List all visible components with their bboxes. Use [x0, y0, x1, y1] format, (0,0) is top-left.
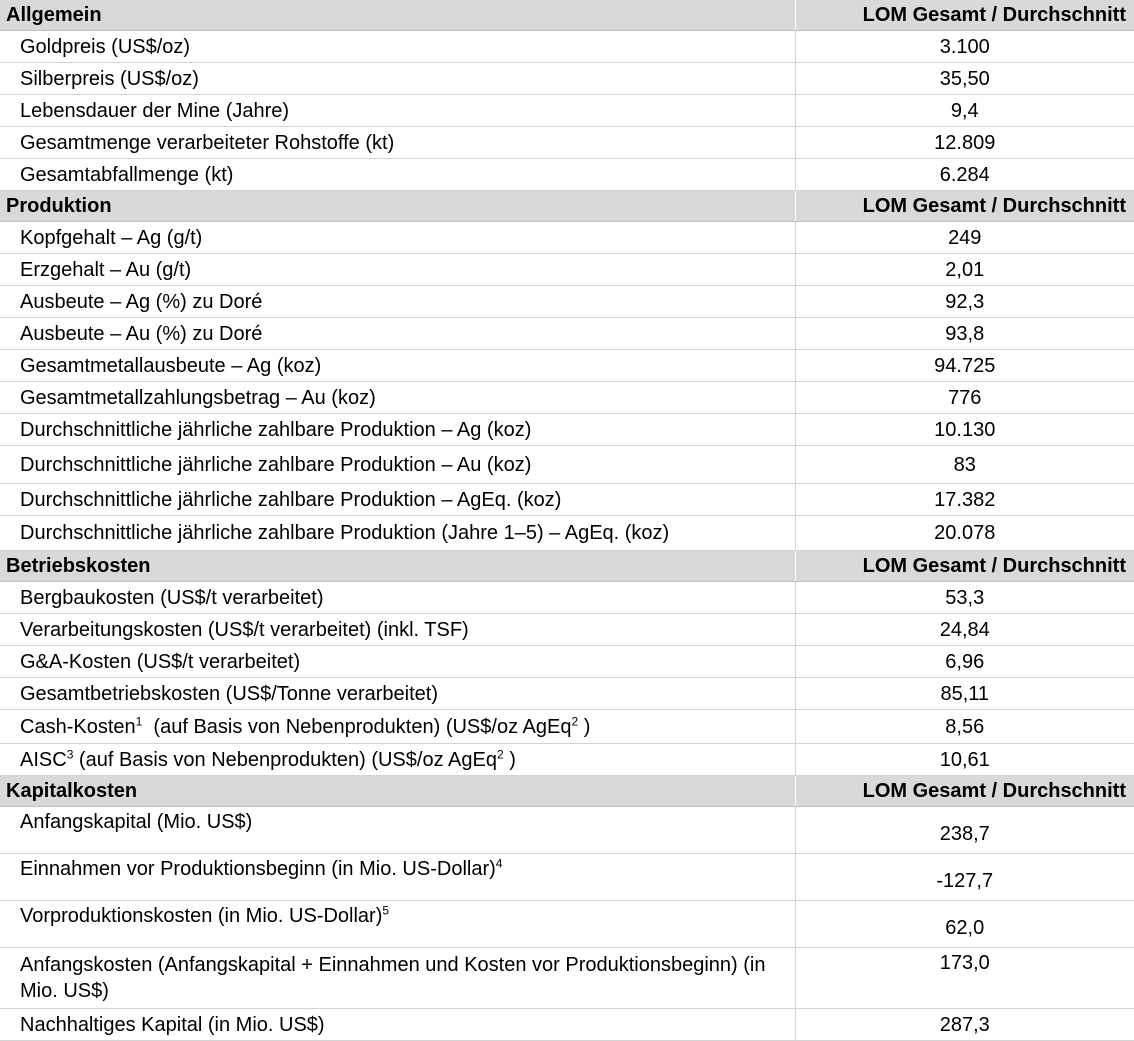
column-header: LOM Gesamt / Durchschnitt	[795, 551, 1134, 582]
row-label: Goldpreis (US$/oz)	[0, 31, 795, 63]
row-value: 6.284	[795, 159, 1134, 191]
table-row	[0, 948, 1134, 1009]
footnote-4: 4	[495, 856, 503, 871]
section-title: Betriebskosten	[0, 551, 795, 582]
row-value: 93,8	[795, 318, 1134, 350]
table-row	[0, 414, 1134, 446]
table-row	[0, 807, 1134, 854]
row-label: Verarbeitungskosten (US$/t verarbeitet) (inkl. TSF)	[0, 614, 795, 646]
aisc-label: AISC	[20, 748, 67, 771]
table-row	[0, 516, 1134, 551]
row-value: 10.130	[795, 414, 1134, 446]
table-row	[0, 446, 1134, 484]
table-row	[0, 350, 1134, 382]
cash-costs-label: Cash-Kosten	[20, 715, 136, 738]
table-row	[0, 31, 1134, 63]
cash-costs-label-rest: (auf Basis von Nebenprodukten) (US$/oz AgEq	[142, 715, 572, 738]
table-row	[0, 1009, 1134, 1041]
row-value: 238,7	[795, 807, 1134, 854]
pre-production-revenue-label: Einnahmen vor Produktionsbeginn (in Mio. US-Dollar)	[20, 858, 496, 880]
footnote-2: 2	[496, 746, 504, 761]
row-value: 249	[795, 222, 1134, 254]
row-label: Ausbeute – Au (%) zu Doré	[0, 318, 795, 350]
row-label: Durchschnittliche jährliche zahlbare Produktion – Au (koz)	[0, 446, 795, 484]
table-row	[0, 382, 1134, 414]
row-label: Gesamtabfallmenge (kt)	[0, 159, 795, 191]
row-value: -127,7	[795, 854, 1134, 901]
aisc-label-rest: (auf Basis von Nebenprodukten) (US$/oz AgEq	[73, 748, 497, 771]
row-label: Anfangskapital (Mio. US$)	[0, 807, 795, 854]
cash-costs-label-end: )	[578, 715, 591, 738]
row-label: Erzgehalt – Au (g/t)	[0, 254, 795, 286]
table-row	[0, 286, 1134, 318]
row-label: Anfangskosten (Anfangskapital + Einnahmen und Kosten vor Produktionsbeginn) (in Mio. US$)	[0, 948, 795, 1009]
row-label: Ausbeute – Ag (%) zu Doré	[0, 286, 795, 318]
row-label: Silberpreis (US$/oz)	[0, 63, 795, 95]
row-value: 8,56	[795, 710, 1134, 744]
column-header: LOM Gesamt / Durchschnitt	[795, 776, 1134, 807]
table-row	[0, 159, 1134, 191]
row-label: Gesamtmetallausbeute – Ag (koz)	[0, 350, 795, 382]
row-label	[0, 854, 795, 901]
row-value: 2,01	[795, 254, 1134, 286]
table-row	[0, 318, 1134, 350]
column-header: LOM Gesamt / Durchschnitt	[795, 191, 1134, 222]
row-label: Gesamtbetriebskosten (US$/Tonne verarbeitet)	[0, 678, 795, 710]
table-row	[0, 710, 1134, 744]
table-row	[0, 222, 1134, 254]
section-header-allgemein	[0, 0, 1134, 31]
column-header: LOM Gesamt / Durchschnitt	[795, 0, 1134, 31]
row-label: Kopfgehalt – Ag (g/t)	[0, 222, 795, 254]
row-label: Lebensdauer der Mine (Jahre)	[0, 95, 795, 127]
row-value: 17.382	[795, 484, 1134, 516]
section-header-betriebskosten	[0, 551, 1134, 582]
table-row	[0, 95, 1134, 127]
row-value: 776	[795, 382, 1134, 414]
pre-production-costs-label: Vorproduktionskosten (in Mio. US-Dollar)	[20, 905, 383, 927]
row-label: Bergbaukosten (US$/t verarbeitet)	[0, 582, 795, 614]
row-label: Gesamtmetallzahlungsbetrag – Au (koz)	[0, 382, 795, 414]
table-row	[0, 484, 1134, 516]
row-value: 85,11	[795, 678, 1134, 710]
table-row	[0, 582, 1134, 614]
row-value: 3.100	[795, 31, 1134, 63]
row-value: 6,96	[795, 646, 1134, 678]
section-header-produktion	[0, 191, 1134, 222]
table-row	[0, 254, 1134, 286]
row-value: 62,0	[795, 901, 1134, 948]
table-row	[0, 646, 1134, 678]
table-row	[0, 63, 1134, 95]
section-title: Produktion	[0, 191, 795, 222]
table-row	[0, 854, 1134, 901]
row-value: 287,3	[795, 1009, 1134, 1041]
row-value: 35,50	[795, 63, 1134, 95]
row-label: Durchschnittliche jährliche zahlbare Produktion (Jahre 1–5) – AgEq. (koz)	[0, 516, 795, 551]
section-title: Allgemein	[0, 0, 795, 31]
row-value: 10,61	[795, 744, 1134, 776]
row-label: Gesamtmenge verarbeiteter Rohstoffe (kt)	[0, 127, 795, 159]
row-label	[0, 710, 795, 744]
table-row	[0, 127, 1134, 159]
row-value: 12.809	[795, 127, 1134, 159]
row-value: 24,84	[795, 614, 1134, 646]
footnote-2: 2	[571, 713, 579, 728]
row-value: 83	[795, 446, 1134, 484]
row-label: G&A-Kosten (US$/t verarbeitet)	[0, 646, 795, 678]
row-label	[0, 744, 795, 776]
footnote-1: 1	[135, 713, 143, 728]
row-label: Nachhaltiges Kapital (in Mio. US$)	[0, 1009, 795, 1041]
table-row	[0, 901, 1134, 948]
section-header-kapitalkosten	[0, 776, 1134, 807]
row-value: 9,4	[795, 95, 1134, 127]
row-label: Durchschnittliche jährliche zahlbare Produktion – Ag (koz)	[0, 414, 795, 446]
aisc-label-end: )	[503, 748, 516, 771]
footnote-3: 3	[66, 746, 74, 761]
row-value: 173,0	[795, 948, 1134, 1009]
row-value: 53,3	[795, 582, 1134, 614]
table-row	[0, 744, 1134, 776]
row-label	[0, 901, 795, 948]
row-value: 20.078	[795, 516, 1134, 551]
row-value: 94.725	[795, 350, 1134, 382]
table-row	[0, 614, 1134, 646]
row-label: Durchschnittliche jährliche zahlbare Produktion – AgEq. (koz)	[0, 484, 795, 516]
row-value: 92,3	[795, 286, 1134, 318]
section-title: Kapitalkosten	[0, 776, 795, 807]
footnote-5: 5	[382, 903, 390, 918]
table-row	[0, 678, 1134, 710]
